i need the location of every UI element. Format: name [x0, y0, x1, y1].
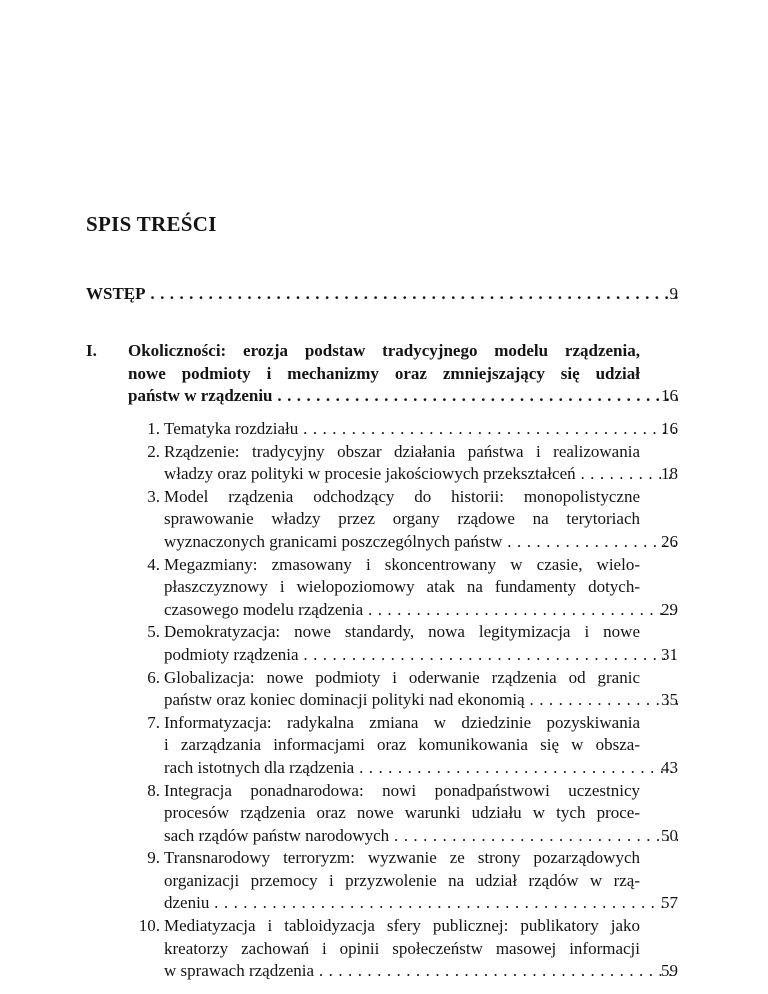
section-title-line: Globalizacja: nowe podmioty i oderwanie rządzenia od granic [164, 667, 640, 687]
section-title-line: organizacji przemocy i przyzwolenie na udział rządów w rzą- [164, 870, 640, 890]
toc-section-entry[interactable] [86, 621, 678, 666]
toc-page-number: 29 [661, 599, 678, 619]
chapter-title-line: Okoliczności: erozja podstaw tradycyjnego modelu rządzenia, [128, 341, 640, 360]
toc-section-entry[interactable] [86, 712, 678, 780]
section-title-line: sprawowanie władzy przez organy rządowe na terytoriach [164, 509, 640, 529]
section-title-line: kreatorzy zachowań i opinii społeczeństw masowej informacji [164, 938, 640, 958]
section-title-line: procesów rządzenia oraz nowe warunki udziału w tych proce- [164, 803, 640, 823]
section-number: 3. [147, 486, 160, 506]
section-title-line: czasowego modelu rządzenia . . . [164, 599, 678, 622]
toc-page-number: 50 [661, 825, 678, 845]
section-title-line: dzeniu . . . [164, 892, 678, 915]
toc-section-entry[interactable] [86, 780, 678, 848]
toc-page-number: 57 [661, 893, 678, 913]
section-number: 9. [147, 848, 160, 868]
chapter-number: I. [86, 341, 97, 360]
section-number: 1. [147, 419, 160, 438]
section-title-line: rach istotnych dla rządzenia . . . [164, 757, 678, 780]
section-number: 4. [147, 554, 160, 574]
section-title-line: Mediatyzacja i tabloidyzacja sfery publicznej: publikatory jako [164, 916, 640, 936]
toc-entry-label: WSTĘP . . . [86, 283, 678, 306]
section-title-line: i zarządzania informacjami oraz komunikowania się w obsza- [164, 735, 640, 755]
toc-section-list [86, 418, 678, 983]
chapter-title-line: państw w rządzeniu . . . [128, 385, 678, 408]
section-title-line: Integracja ponadnarodowa: nowi ponadpaństwowi uczestnicy [164, 780, 640, 800]
toc-chapter[interactable] [86, 340, 678, 408]
section-title-line: w sprawach rządzenia . . . [164, 960, 678, 983]
section-number: 5. [147, 622, 160, 642]
toc-page-number: 35 [661, 690, 678, 710]
section-title-line: Megazmiany: zmasowany i skoncentrowany w czasie, wielo- [164, 554, 640, 574]
section-title-line: Transnarodowy terroryzm: wyzwanie ze strony pozarządowych [164, 848, 640, 868]
toc-page-number: 16 [661, 386, 678, 406]
toc-section-entry[interactable] [86, 441, 678, 486]
section-title-line: Informatyzacja: radykalna zmiana w dziedzinie pozyskiwania [164, 712, 640, 732]
section-title-line: podmioty rządzenia . . . [164, 644, 678, 667]
section-title-line: Model rządzenia odchodzący do historii: monopolistyczne [164, 486, 640, 506]
section-number: 10. [138, 916, 160, 936]
toc-page-number: 59 [661, 961, 678, 981]
toc-page-number: 9 [669, 284, 678, 303]
chapter-title-line: nowe podmioty i mechanizmy oraz zmniejszający się udział [128, 363, 640, 383]
toc-section-entry[interactable] [86, 554, 678, 622]
toc-page-number: 31 [661, 644, 678, 664]
section-title-line: Rządzenie: tradycyjny obszar działania państwa i realizowania [164, 441, 640, 461]
section-number: 8. [147, 780, 160, 800]
toc-section-entry[interactable] [86, 418, 678, 441]
toc-page-number: 18 [661, 464, 678, 484]
toc-section-entry[interactable] [86, 847, 678, 915]
section-title-line: Tematyka rozdziału . . . [164, 418, 678, 441]
toc-page-number: 43 [661, 757, 678, 777]
section-title-line: wyznaczonych granicami poszczególnych państw . . . [164, 531, 678, 554]
section-title-line: Demokratyzacja: nowe standardy, nowa legitymizacja i nowe [164, 622, 640, 642]
page-title: SPIS TREŚCI [86, 212, 217, 236]
toc-page-number: 26 [661, 531, 678, 551]
section-number: 6. [147, 667, 160, 687]
section-number: 7. [147, 712, 160, 732]
toc-entry-intro[interactable] [86, 283, 678, 306]
toc-section-entry[interactable] [86, 915, 678, 983]
section-title-line: sach rządów państw narodowych . . . [164, 825, 678, 848]
toc-section-entry[interactable] [86, 486, 678, 554]
section-title-line: władzy oraz polityki w procesie jakościowych przekształceń . . . [164, 463, 678, 486]
toc-page-number: 16 [661, 419, 678, 438]
section-number: 2. [147, 441, 160, 461]
section-title-line: państw oraz koniec dominacji polityki nad ekonomią . . . [164, 689, 678, 712]
section-title-line: płaszczyznowy i wielopoziomowy atak na fundamenty dotych- [164, 577, 640, 597]
toc-section-entry[interactable] [86, 667, 678, 712]
